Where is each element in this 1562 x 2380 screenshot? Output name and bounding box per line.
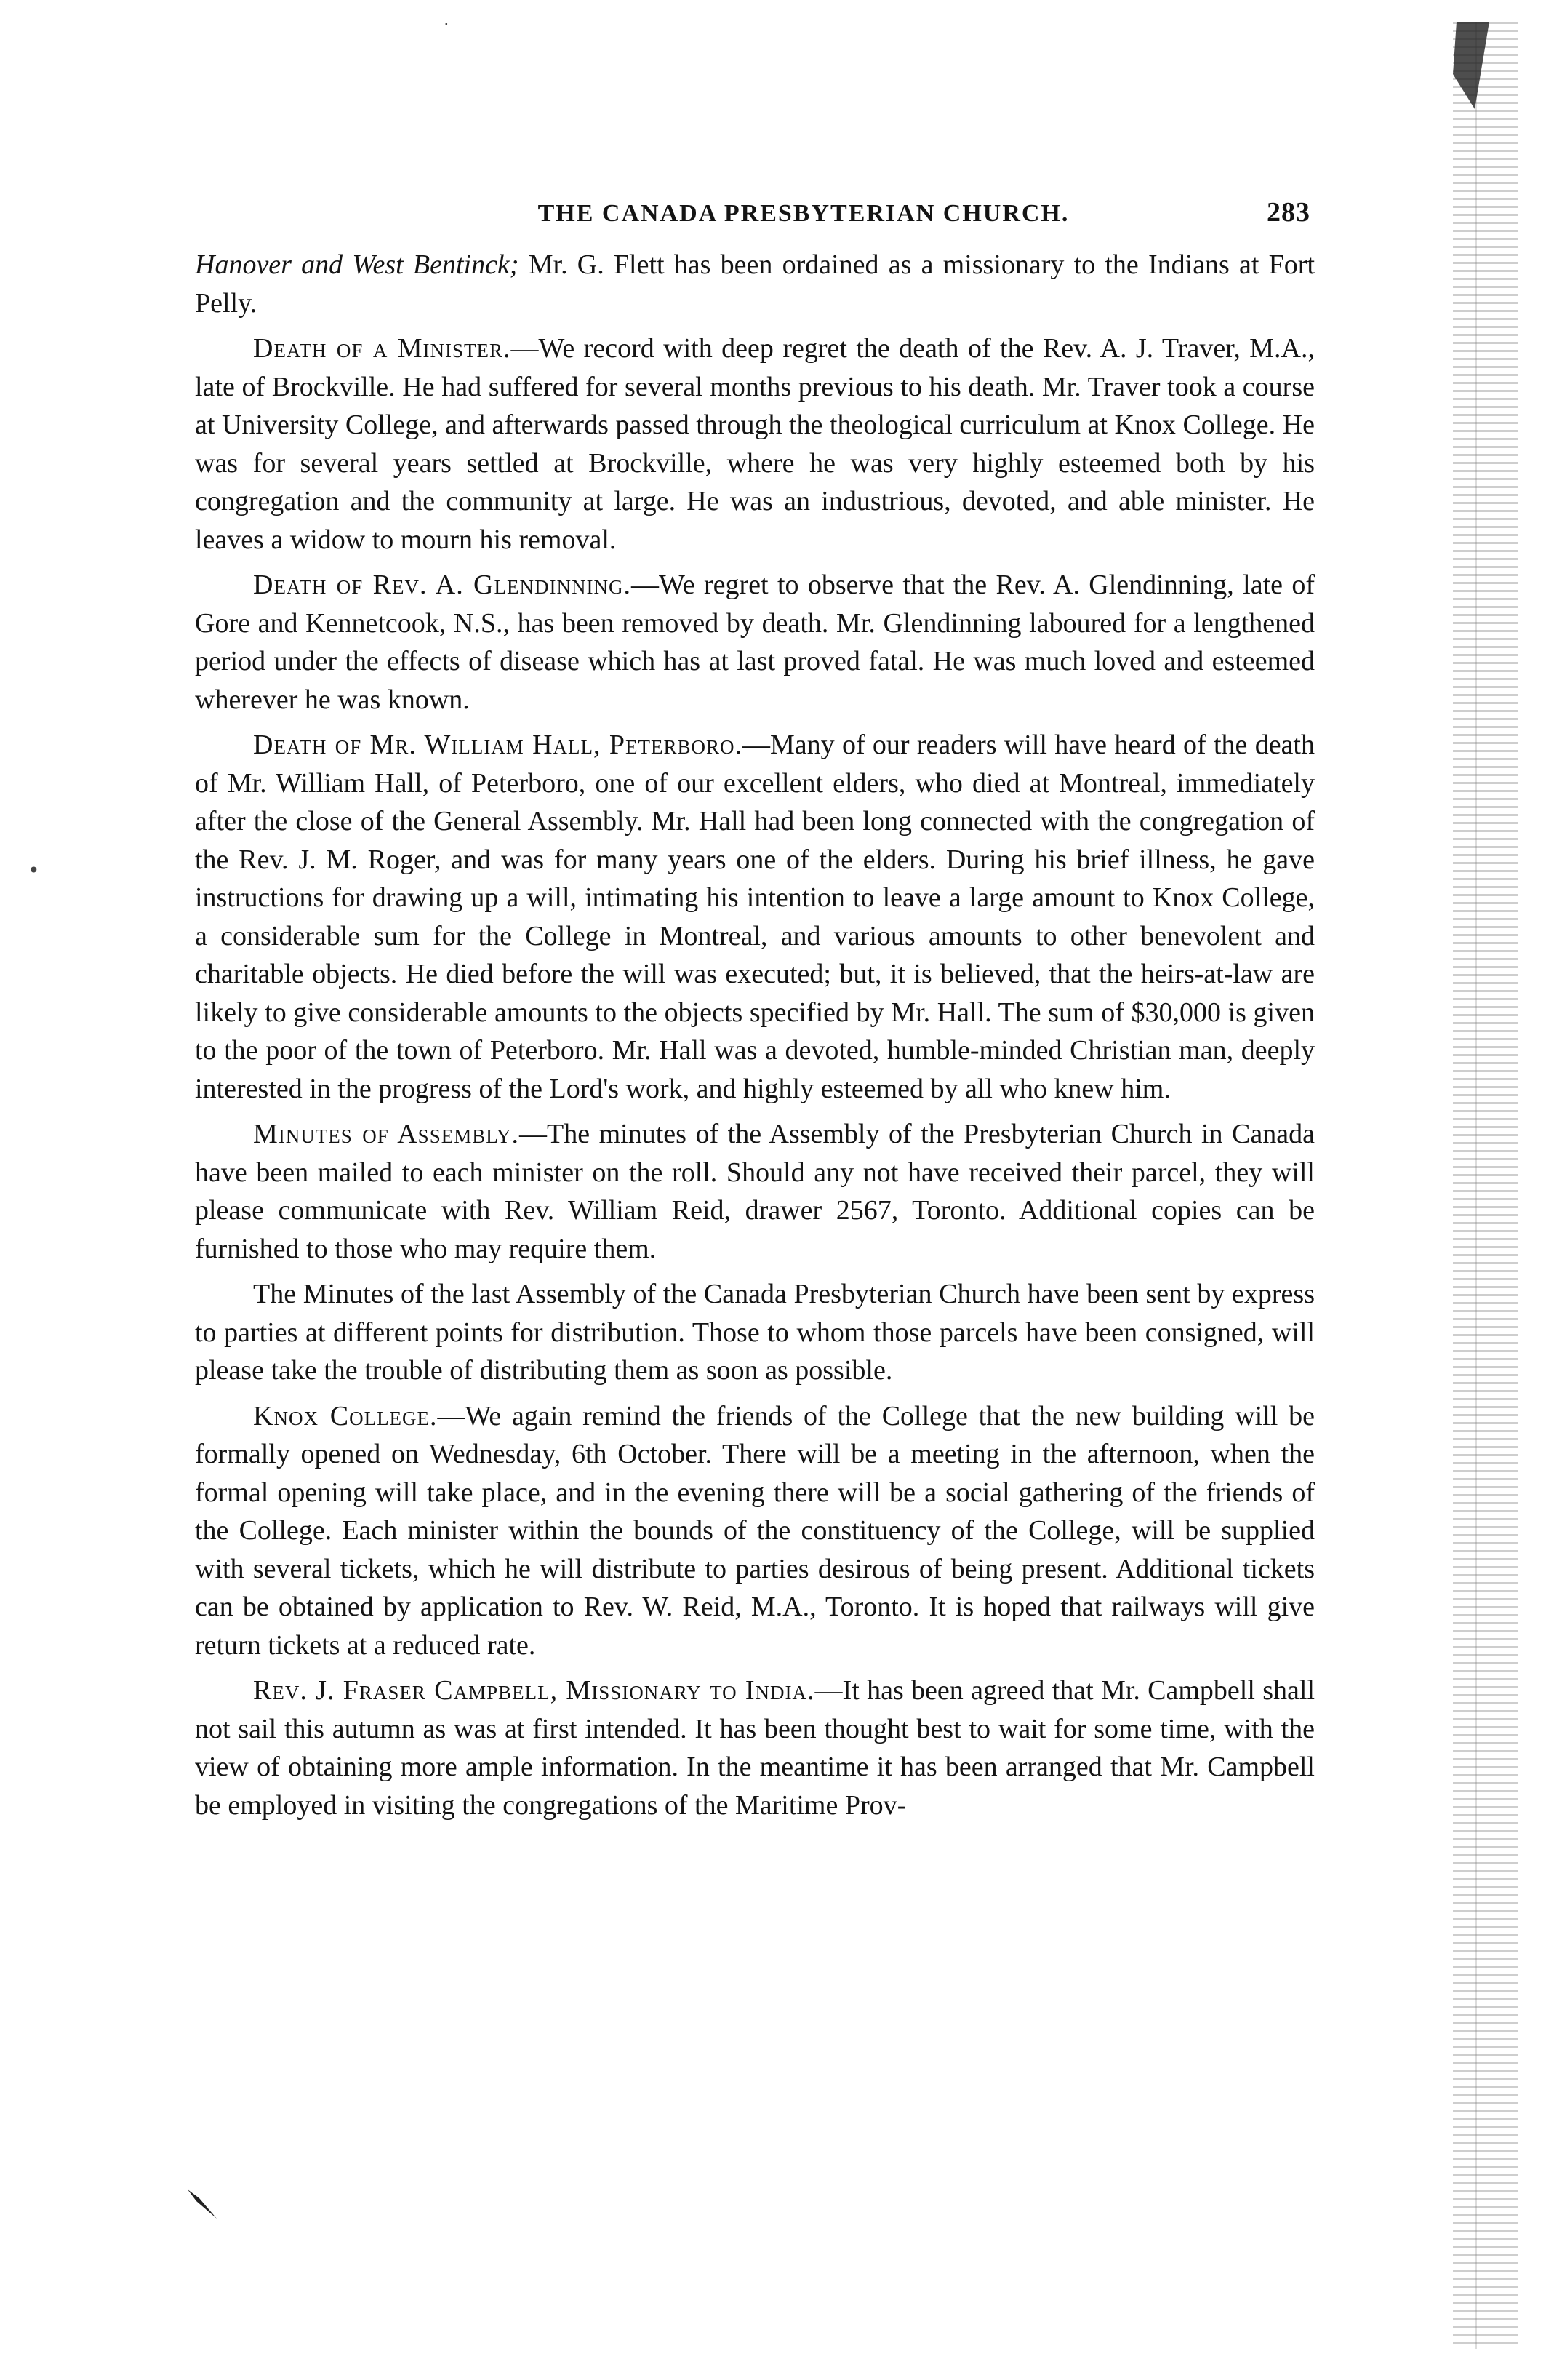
- paragraph-death-minister: [195, 330, 1315, 559]
- paragraph-heading: Rev. J. Fraser Campbell, Missionary to India.: [253, 1675, 815, 1706]
- document-page: [195, 196, 1315, 1832]
- paragraph-text: Mr. G. Flett has been ordained as a missionary to the Indians at Fort Pelly.: [195, 249, 1315, 319]
- corner-speck: ·: [444, 15, 449, 35]
- paragraph-text: —We again remind the friends of the College that the new building will be formally opened on Wednesday, 6th October. There will be a meeting in the afternoon, when the formal opening will take place, and in the evening there will be a social gathering of the friends of the College. Each minister within the bounds of the constituency of the College, will be supplied with several tickets, which he will distribute to parties desirous of being present. Additional tickets can be obtained by application to Rev. W. Reid, M.A., Toronto. It is hoped that railways will give return tickets at a reduced rate.: [195, 1400, 1315, 1661]
- running-head-title: THE CANADA PRESBYTERIAN CHURCH.: [537, 200, 1070, 227]
- paragraph-death-hall: [195, 726, 1315, 1108]
- paragraph-campbell-india: [195, 1672, 1315, 1824]
- paragraph-heading: Minutes of Assembly.: [253, 1119, 520, 1149]
- paragraph-italic-lead: Hanover and West Bentinck;: [195, 249, 519, 280]
- paragraph-death-glendinning: [195, 566, 1315, 719]
- paragraph-heading: Death of a Minister.: [253, 333, 511, 364]
- margin-speck: •: [28, 858, 40, 882]
- paragraph-text: The Minutes of the last Assembly of the Canada Presbyterian Church have been sent by express to parties at different points for distribution. Those to whom those parcels have been consigned, will please take the trouble of distributing them as soon as possible.: [195, 1279, 1315, 1386]
- corner-arrow-mark: [188, 2189, 217, 2219]
- page-number: 283: [1267, 197, 1310, 228]
- paragraph-fort-pelly: [195, 246, 1315, 322]
- paragraph-heading: Knox College.: [253, 1400, 438, 1431]
- paragraph-text: —It has been agreed that Mr. Campbell shall not sail this autumn as was at first intended. It has been thought best to wait for some time, with the view of obtaining more ample information. In the meantime it has been arranged that Mr. Campbell be employed in visiting the congregations of the Maritime Prov-: [195, 1675, 1315, 1821]
- paragraph-heading: Death of Mr. William Hall, Peterboro.: [253, 730, 742, 760]
- paragraph-text: —We record with deep regret the death of the Rev. A. J. Traver, M.A., late of Brockville. He had suffered for several months previous to his death. Mr. Traver took a course at University College, and afterwards passed through the theological curriculum at Knox College. He was for several years settled at Brockville, where he was very highly esteemed both by his congregation and the community at large. He was an industrious, devoted, and able minister. He leaves a widow to mourn his removal.: [195, 333, 1315, 555]
- paragraph-text: —The minutes of the Assembly of the Presbyterian Church in Canada have been mailed to each minister on the roll. Should any not have received their parcel, they will please communicate with Rev. William Reid, drawer 2567, Toronto. Additional copies can be furnished to those who may require them.: [195, 1119, 1315, 1264]
- paragraph-minutes-distribution: [195, 1275, 1315, 1390]
- paragraph-text: —We regret to observe that the Rev. A. Glendinning, late of Gore and Kennetcook, N.S., has been removed by death. Mr. Glendinning laboured for a lengthened period under the effects of disease which has at last proved fatal. He was much loved and esteemed wherever he was known.: [195, 570, 1315, 715]
- paragraph-heading: Death of Rev. A. Glendinning.: [253, 570, 631, 600]
- paragraph-minutes-assembly: [195, 1115, 1315, 1268]
- scan-edge-artifact: [1453, 22, 1518, 2349]
- paragraph-knox-college: [195, 1397, 1315, 1665]
- running-head: [195, 196, 1315, 228]
- paragraph-text: —Many of our readers will have heard of the death of Mr. William Hall, of Peterboro, one of our excellent elders, who died at Montreal, immediately after the close of the General Assembly. Mr. Hall had been long connected with the congregation of the Rev. J. M. Roger, and was for many years one of the elders. During his brief illness, he gave instructions for drawing up a will, intimating his intention to leave a large amount to Knox College, a considerable sum for the College in Montreal, and various amounts to other benevolent and charitable objects. He died before the will was executed; but, it is believed, that the heirs-at-law are likely to give considerable amounts to the objects specified by Mr. Hall. The sum of $30,000 is given to the poor of the town of Peterboro. Mr. Hall was a devoted, humble-minded Christian man, deeply interested in the progress of the Lord's work, and highly esteemed by all who knew him.: [195, 730, 1315, 1104]
